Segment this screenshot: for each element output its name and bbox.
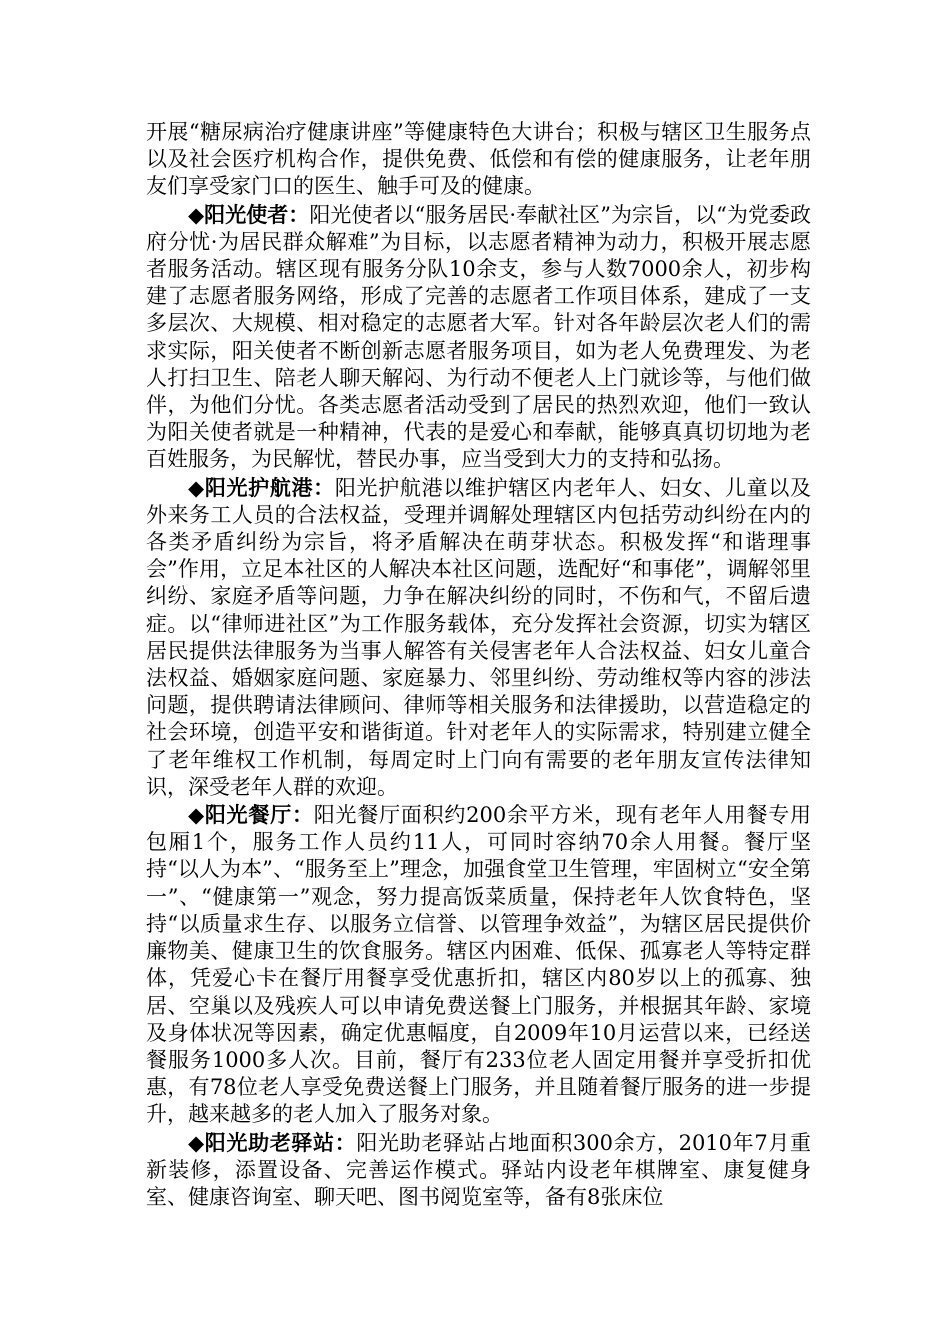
document-body xyxy=(146,119,811,1211)
paragraph-text: 阳光护航港以维护辖区内老年人、妇女、儿童以及外来务工人员的合法权益，受理并调解处理辖区内包括劳动纠纷在内的各类矛盾纠纷为宗旨，将矛盾解决在萌芽状态。积极发挥“和谐理事会”作用，立足本社区的人解决本社区问题，选配好“和事佬”，调解邻里纠纷、家庭矛盾等问题，力争在解决纠纷的同时，不伤和气，不留后遗症。以“律师进社区”为工作服务载体，充分发挥社会资源，切实为辖区居民提供法律服务为当事人解答有关侵害老年人合法权益、妇女儿童合法权益、婚姻家庭问题、家庭暴力、邻里纠纷、劳动维权等内容的涉法问题，提供聘请法律顾问、律师等相关服务和法律援助，以营造稳定的社会环境，创造平安和谐街道。针对老年人的实际需求，特别建立健全了老年维权工作机制，每周定时上门向有需要的老年朋友宣传法律知识，深受老年人群的欢迎。 xyxy=(146,475,812,799)
paragraph-sunshine-envoy xyxy=(146,201,811,474)
paragraph-text: 开展“糖尿病治疗健康讲座”等健康特色大讲台；积极与辖区卫生服务点以及社会医疗机构合作，提供免费、低偿和有偿的健康服务，让老年朋友们享受家门口的医生、触手可及的健康。 xyxy=(146,120,811,199)
paragraph-sunshine-canteen xyxy=(146,801,811,1128)
section-heading-sunshine-canteen: ◆阳光餐厅： xyxy=(188,802,314,828)
paragraph-sunshine-harbor xyxy=(146,474,811,801)
paragraph-text: 阳光助老驿站占地面积300余方，2010年7月重新装修，添置设备、完善运作模式。驿站内设老年棋牌室、康复健身室、健康咨询室、聊天吧、图书阅览室等，备有8张床位 xyxy=(146,1130,811,1209)
section-heading-sunshine-envoy: ◆阳光使者： xyxy=(188,201,310,227)
paragraph-text: 阳光使者以“服务居民·奉献社区”为宗旨，以“为党委政府分忧·为居民群众解难”为目标，以志愿者精神为动力，积极开展志愿者服务活动。辖区现有服务分队10余支，参与人数7000余人，初步构建了志愿者服务网络，形成了完善的志愿者工作项目体系，建成了一支多层次、大规模、相对稳定的志愿者大军。针对各年龄层次老人们的需求实际，阳关使者不断创新志愿者服务项目，如为老人免费理发、为老人打扫卫生、陪老人聊天解闷、为行动不便老人上门就诊等，与他们做伴，为他们分忧。各类志愿者活动受到了居民的热烈欢迎，他们一致认为阳关使者就是一种精神，代表的是爱心和奉献，能够真真切切地为老百姓服务，为民解忧，替民办事，应当受到大力的支持和弘扬。 xyxy=(146,202,811,472)
paragraph-health-services xyxy=(146,119,811,201)
paragraph-sunshine-elder-station xyxy=(146,1129,811,1212)
section-heading-sunshine-elder-station: ◆阳光助老驿站： xyxy=(188,1129,357,1155)
section-heading-sunshine-harbor: ◆阳光护航港： xyxy=(188,474,335,500)
paragraph-text: 阳光餐厅面积约200余平方米，现有老年人用餐专用包厢1个，服务工作人员约11人，可同时容纳70余人用餐。餐厅坚持“以人为本”、“服务至上”理念，加强食堂卫生管理，牢固树立“安全第一”、“健康第一”观念，努力提高饭菜质量，保持老年人饮食特色，坚持“以质量求生存、以服务立信誉、以管理争效益”，为辖区居民提供价廉物美、健康卫生的饮食服务。辖区内困难、低保、孤寡老人等特定群体，凭爱心卡在餐厅用餐享受优惠折扣，辖区内80岁以上的孤寡、独居、空巢以及残疾人可以申请免费送餐上门服务，并根据其年龄、家境及身体状况等因素，确定优惠幅度，自2009年10月运营以来，已经送餐服务1000多人次。目前，餐厅有233位老人固定用餐并享受折扣优惠，有78位老人享受免费送餐上门服务，并且随着餐厅服务的进一步提升，越来越多的老人加入了服务对象。 xyxy=(146,803,811,1127)
